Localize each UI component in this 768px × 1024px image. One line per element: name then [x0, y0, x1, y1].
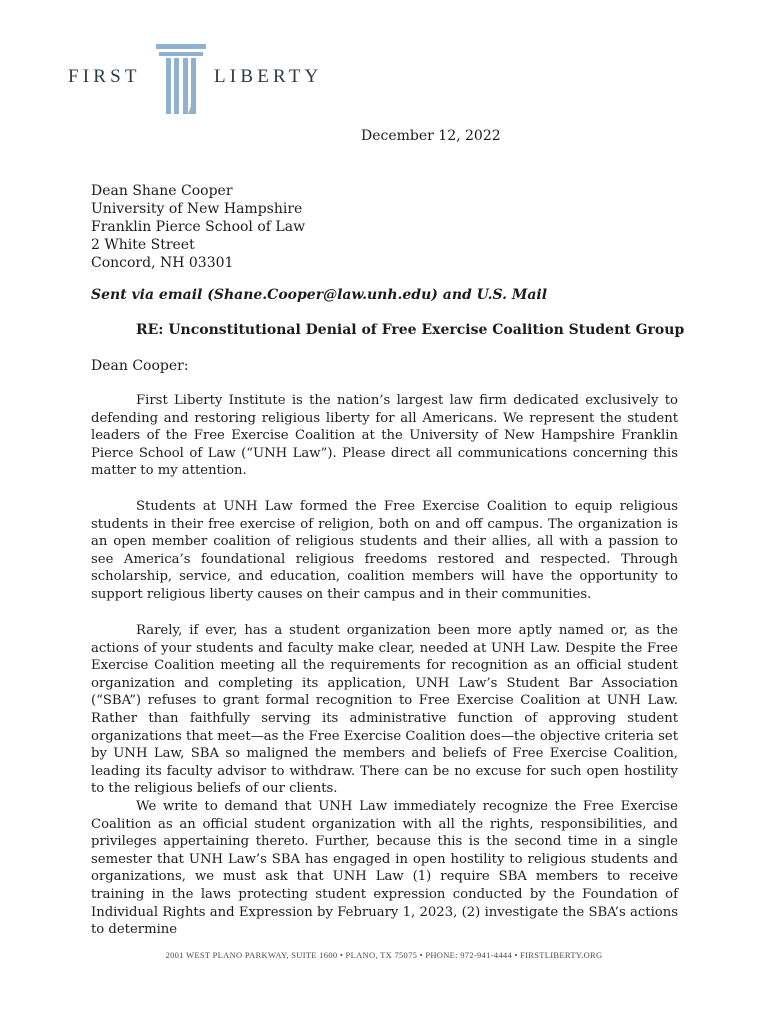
column-logo-icon [156, 44, 206, 116]
body-paragraph-2: Students at UNH Law formed the Free Exercise Coalition to equip religious students in their free exercise of religion, both on and off campus. The organization is an open member coalition of religious students and their allies, all with a passion to see America’s foundational religious freedoms restored and respected. Through scholarship, service, and education, coalition members will have the opportunity to support religious liberty causes on their campus and in their communities. [91, 499, 678, 602]
letterhead-footer: 2001 WEST PLANO PARKWAY, SUITE 1600 • PLANO, TX 75075 • PHONE: 972-941-4444 • FIRSTLIBERTY.ORG [165, 950, 603, 960]
letter-date: December 12, 2022 [361, 128, 501, 144]
brand-liberty-word: LIBERTY [214, 66, 323, 87]
body-paragraph-1: First Liberty Institute is the nation’s largest law firm dedicated exclusively to defending and restoring religious liberty for all Americans. We represent the student leaders of the Free Exercise Coalition at the University of New Hampshire Franklin Pierce School of Law (“UNH Law”). Please direct all communications concerning this matter to my attention. [91, 393, 678, 479]
brand-first-word: FIRST [68, 66, 141, 87]
subject-line: RE: Unconstitutional Denial of Free Exercise Coalition Student Group [136, 322, 685, 338]
letterhead [68, 44, 332, 116]
delivery-method: Sent via email (Shane.Cooper@law.unh.edu) and U.S. Mail [91, 287, 548, 303]
body-paragraph-4: We write to demand that UNH Law immediately recognize the Free Exercise Coalition as an official student organization with all the rights, responsibilities, and privileges appertaining thereto. Further, because this is the second time in a single semester that UNH Law’s SBA has engaged in open hostility to religious students and organizations, we must ask that UNH Law (1) require SBA members to receive training in the laws protecting student expression conducted by the Foundation of Individual Rights and Expression by February 1, 2023, (2) investigate the SBA’s actions to determine [91, 799, 678, 938]
recipient-street: 2 White Street [91, 237, 195, 253]
recipient-institution: University of New Hampshire [91, 201, 303, 217]
recipient-address [91, 182, 305, 272]
recipient-city: Concord, NH 03301 [91, 255, 234, 271]
salutation: Dean Cooper: [91, 358, 189, 374]
recipient-name: Dean Shane Cooper [91, 183, 233, 199]
body-paragraph-3: Rarely, if ever, has a student organization been more aptly named or, as the actions of your students and faculty make clear, needed at UNH Law. Despite the Free Exercise Coalition meeting all the requirements for recognition as an official student organization and completing its application, UNH Law’s Student Bar Association (“SBA”) refuses to grant formal recognition to Free Exercise Coalition at UNH Law. Rather than faithfully serving its administrative function of approving student organizations that meet—as the Free Exercise Coalition does—the objective criteria set by UNH Law, SBA so maligned the members and beliefs of Free Exercise Coalition, leading its faculty advisor to withdraw. There can be no excuse for such open hostility to the religious beliefs of our clients. [91, 623, 678, 797]
recipient-school: Franklin Pierce School of Law [91, 219, 306, 235]
